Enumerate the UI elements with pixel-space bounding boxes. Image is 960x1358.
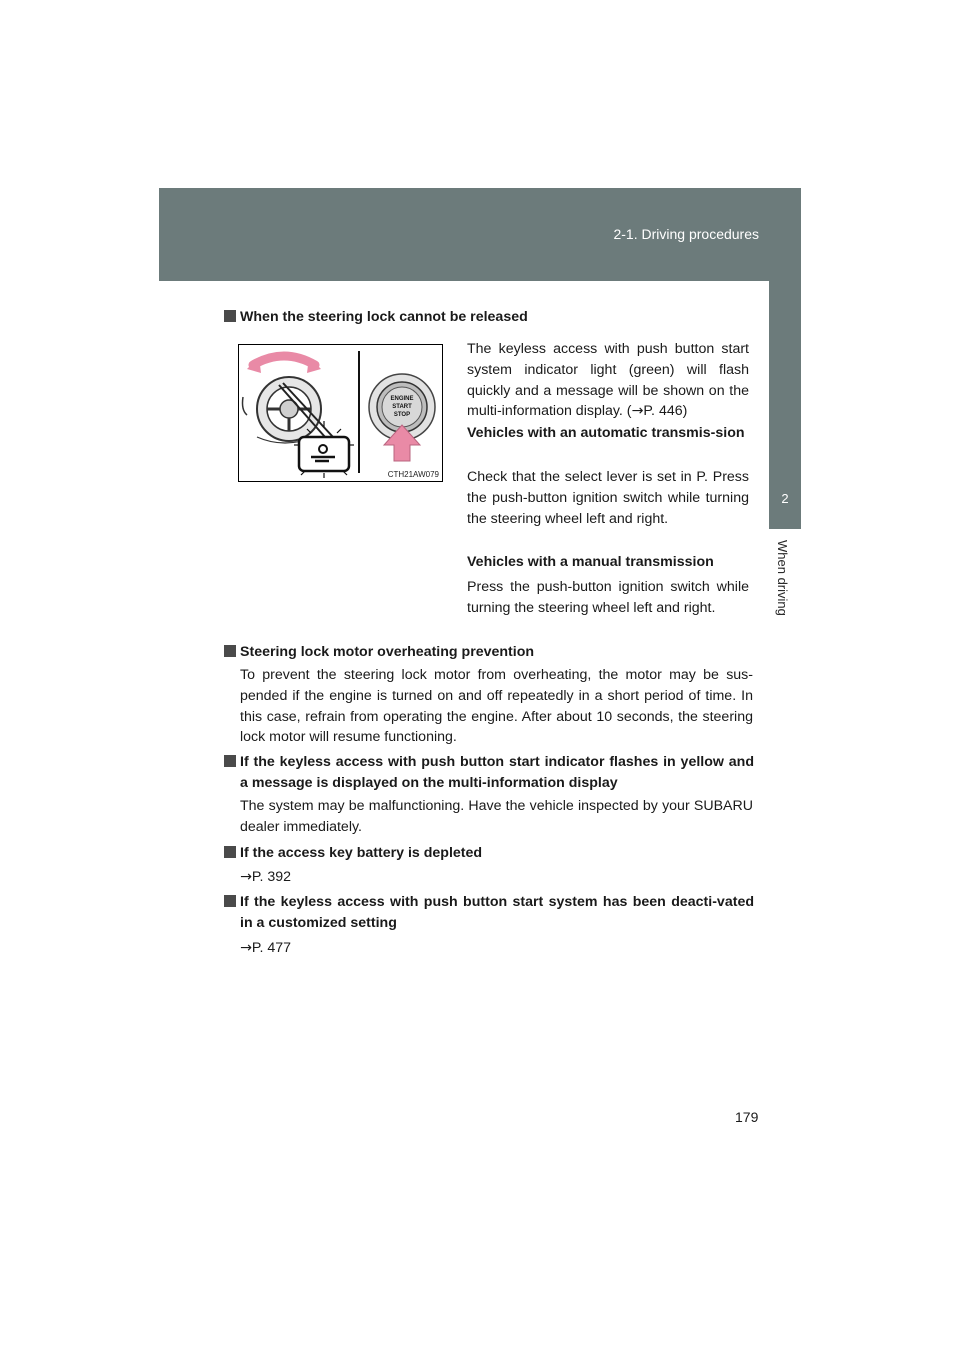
paragraph-automatic: Check that the select lever is set in P. Press the push-button ignition switch while turning the steering wheel left and right. [467, 469, 749, 527]
reference-deactivated [240, 938, 440, 959]
steering-wheel-illustration [239, 345, 442, 481]
button-line-1: ENGINE [390, 396, 414, 402]
paragraph-yellow-indicator: The system may be malfunctioning. Have the vehicle inspected by your SUBARU dealer immediately. [240, 798, 753, 835]
square-bullet-icon [224, 645, 236, 657]
subheading-manual: Vehicles with a manual transmission [467, 554, 714, 570]
square-bullet-icon [224, 846, 236, 858]
heading-deactivated: If the keyless access with push button start system has been deacti-vated in a customized setting [224, 892, 754, 934]
section-header-band [159, 188, 801, 281]
button-line-2: START [392, 404, 412, 410]
square-bullet-icon [224, 755, 236, 767]
page-reference: P. 477 [251, 940, 292, 956]
chapter-label: When driving [775, 540, 790, 616]
paragraph-overheating: To prevent the steering lock motor from overheating, the motor may be sus-pended if the engine is turned on and off repeatedly in a short period of time. In this case, refrain from operating the engine. After about 10 seconds, the steering lock motor will resume functioning. [240, 667, 753, 746]
illustration-steering-lock [238, 344, 443, 482]
reference-arrow-icon: → [240, 869, 252, 885]
reference-battery [240, 867, 440, 888]
figure-code: CTH21AW079 [387, 470, 439, 479]
paragraph-manual: Press the push-button ignition switch while turning the steering wheel left and right. [467, 579, 749, 616]
button-line-3: STOP [393, 412, 411, 418]
page-number: 179 [735, 1109, 759, 1125]
reference-arrow-icon: → [631, 403, 644, 420]
heading-yellow-indicator: If the keyless access with push button start indicator flashes in yellow and a message is displayed on the multi-information display [224, 752, 754, 794]
reference-arrow-icon: → [240, 940, 252, 956]
square-bullet-icon [224, 895, 236, 907]
heading-overheating: Steering lock motor overheating prevention [224, 642, 764, 663]
page-reference: P. 446) [643, 403, 688, 420]
heading-steering-lock: When the steering lock cannot be released [224, 307, 764, 328]
chapter-number: 2 [781, 491, 789, 506]
heading-battery-depleted: If the access key battery is depleted [224, 843, 764, 864]
page-reference: P. 392 [251, 869, 292, 885]
subheading-automatic: Vehicles with an automatic transmis-sion [467, 425, 745, 441]
section-title: 2-1. Driving procedures [613, 226, 759, 242]
paragraph-indicator-light: The keyless access with push button start system indicator light (green) will flash quickly and a message will be shown on the multi-information display. (→P. 446) [467, 341, 749, 420]
square-bullet-icon [224, 310, 236, 322]
